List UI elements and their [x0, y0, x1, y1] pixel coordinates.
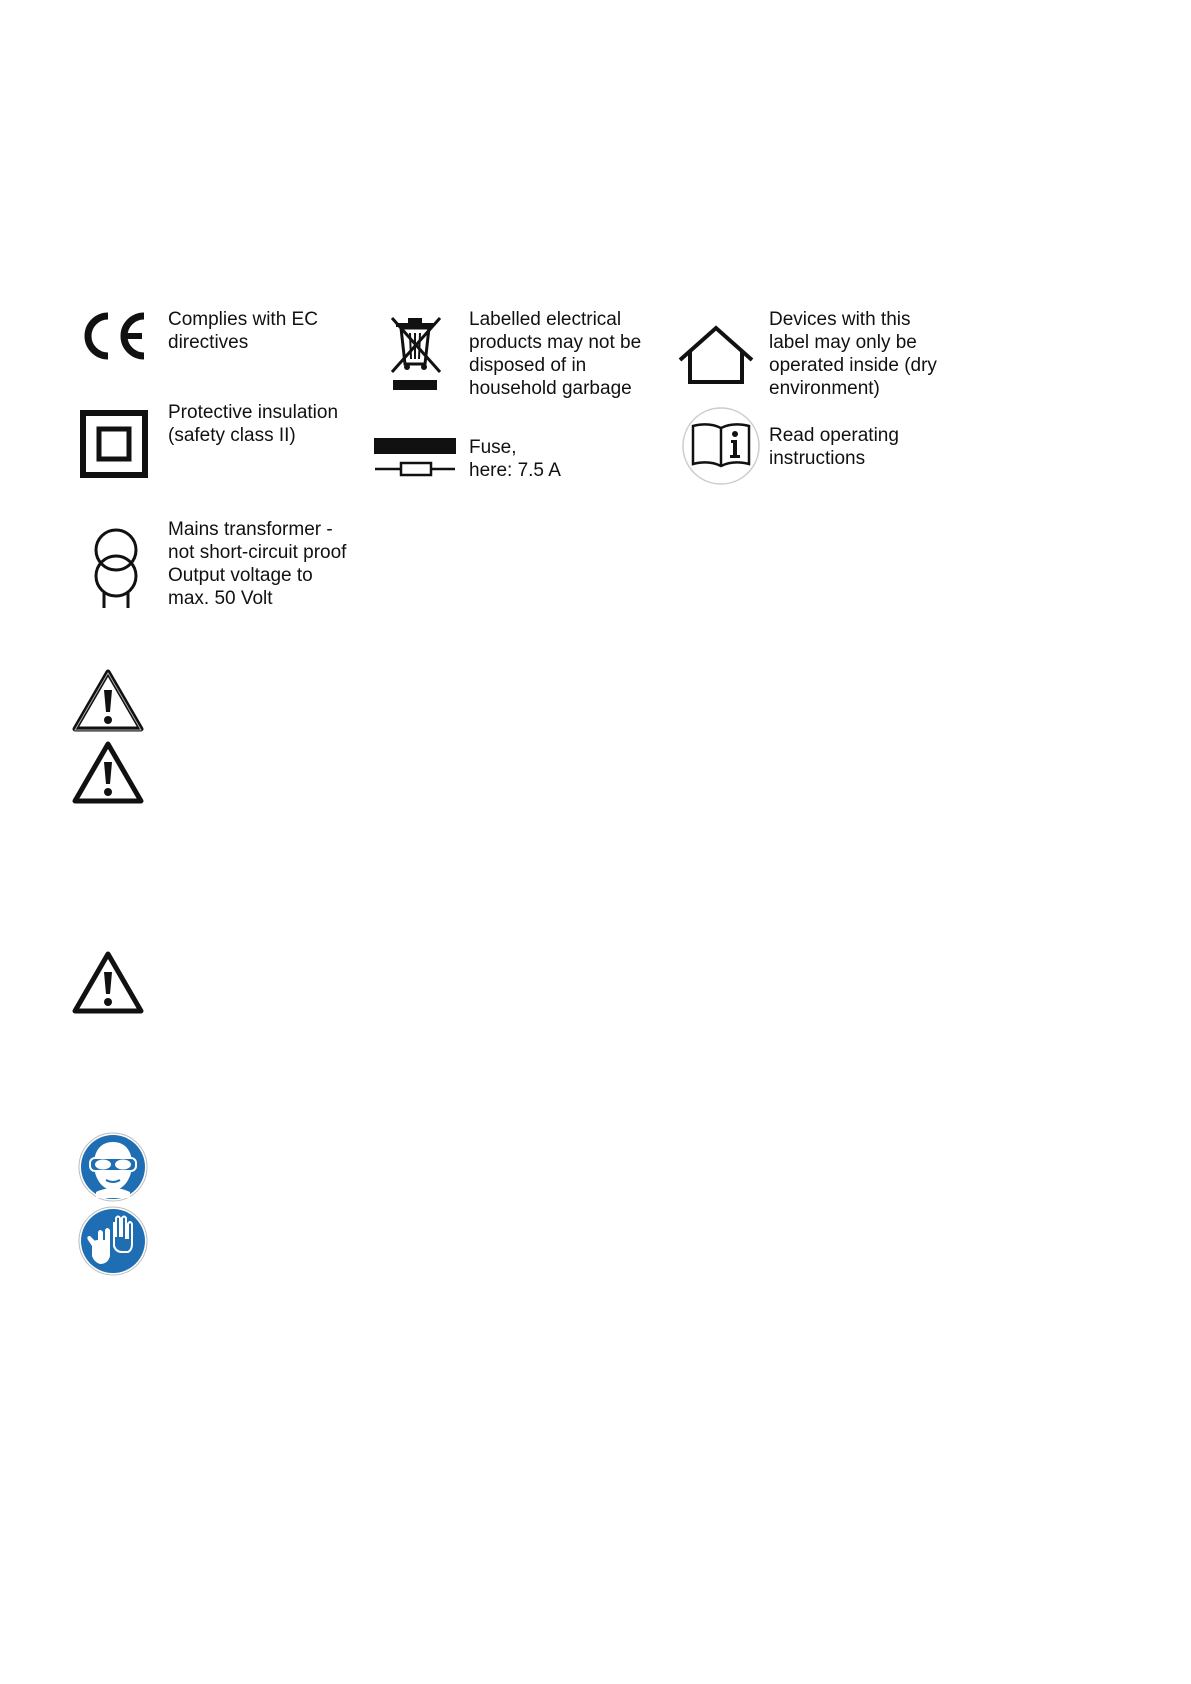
transformer-description: Mains transformer - not short-circuit proof Output voltage to max. 50 Volt: [168, 519, 347, 609]
ce-mark-icon: [78, 308, 150, 364]
class2-description: Protective insulation (safety class II): [168, 402, 339, 446]
fuse-description: Fuse, here: 7.5 A: [469, 437, 561, 481]
crossed-out-wheelie-bin-icon: [388, 316, 444, 392]
transformer-icon: [90, 526, 142, 610]
ce-description: Complies with EC directives: [168, 309, 318, 353]
manual-description: Read operating instructions: [769, 425, 899, 469]
hand-protection-icon: [78, 1206, 148, 1276]
warning-triangle-icon: [72, 950, 144, 1014]
weee-description: Labelled electrical products may not be disposed of in household garbage: [469, 309, 642, 399]
fuse-icon: [373, 437, 457, 479]
double-square-insulation-icon: [80, 410, 148, 478]
warning-triangle-icon: [72, 740, 144, 804]
warning-triangle-icon: [72, 668, 144, 732]
read-manual-icon: [681, 406, 761, 486]
indoor-description: Devices with this label may only be operated inside (dry environment): [769, 309, 937, 399]
eye-protection-icon: [78, 1132, 148, 1202]
house-icon: [676, 324, 756, 386]
